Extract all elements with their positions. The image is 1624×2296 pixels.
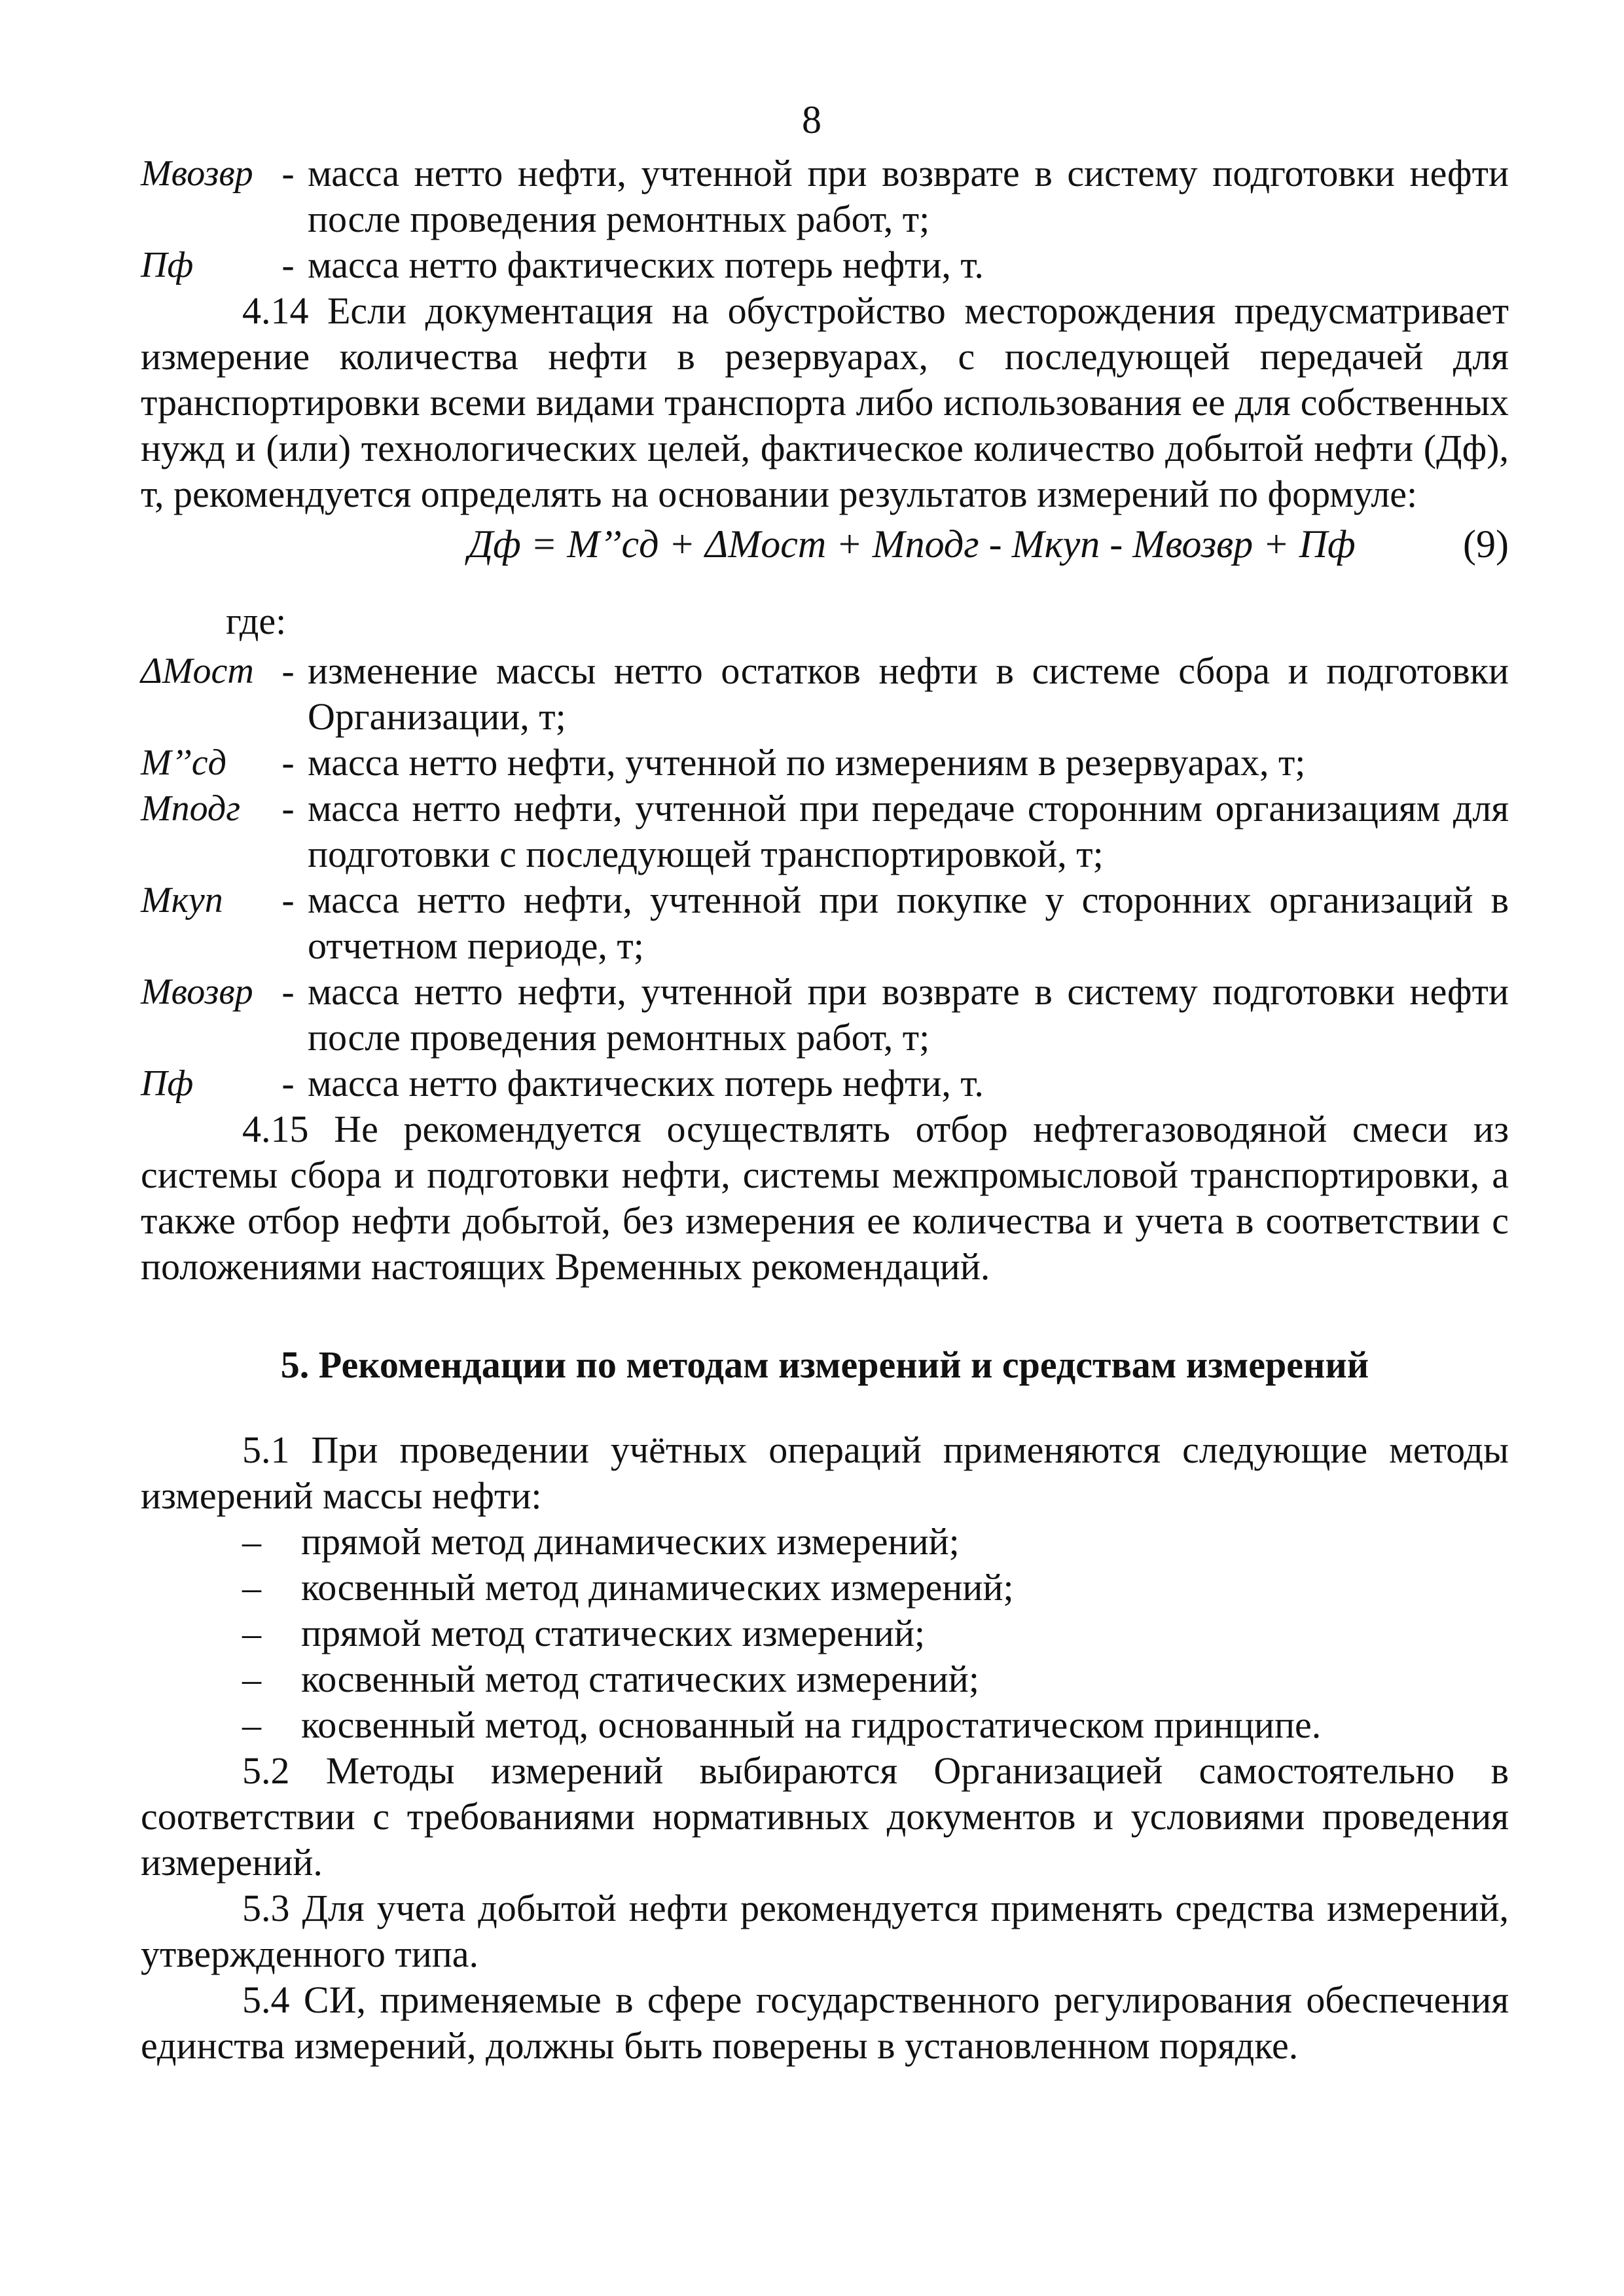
list-dash: – (242, 1612, 261, 1654)
definition-symbol: ΔMост (141, 651, 254, 691)
list-item (242, 1702, 1509, 1748)
definition-delta-m-ost (141, 648, 1509, 740)
definition-m-kup (141, 877, 1509, 969)
definition-text: масса нетто фактических потерь нефти, т. (308, 244, 984, 286)
methods-list (141, 1519, 1509, 1748)
definition-p-f-top (141, 242, 1509, 288)
definition-m-vozvr (141, 969, 1509, 1061)
definition-symbol: Mкуп (141, 880, 223, 920)
definition-text: масса нетто нефти, учтенной при возврате в систему подготовки нефти после проведения ремонтных работ, т; (308, 152, 1509, 240)
list-item-text: косвенный метод динамических измерений; (301, 1566, 1014, 1609)
formula-9 (141, 521, 1509, 574)
list-item-text: косвенный метод, основанный на гидростатическом принципе. (301, 1704, 1322, 1746)
definition-dash: - (281, 649, 295, 692)
definition-text: изменение массы нетто остатков нефти в системе сбора и подготовки Организации, т; (308, 649, 1509, 738)
definition-symbol: Mвозвр (141, 972, 253, 1012)
definition-symbol: M’’сд (141, 742, 226, 783)
definition-text: масса нетто нефти, учтенной при покупке у сторонних организаций в отчетном периоде, т; (308, 879, 1509, 967)
definition-text: масса нетто нефти, учтенной по измерениям в резервуарах, т; (308, 741, 1306, 784)
definition-symbol: Mподг (141, 788, 241, 829)
definition-dash: - (281, 244, 295, 286)
definition-symbol: Пф (141, 245, 194, 285)
list-item-text: прямой метод статических измерений; (301, 1612, 926, 1654)
definition-dash: - (281, 1062, 295, 1104)
list-dash: – (242, 1566, 261, 1609)
list-dash: – (242, 1704, 261, 1746)
paragraph-5-4: 5.4 СИ, применяемые в сфере государственного регулирования обеспечения единства измерений, должны быть поверены в установленном порядке. (141, 1978, 1509, 2067)
definition-m-podg (141, 786, 1509, 877)
definition-dash: - (281, 152, 295, 194)
formula-number: (9) (1463, 522, 1509, 566)
definition-symbol: Mвозвр (141, 153, 253, 194)
definition-p-f (141, 1061, 1509, 1106)
paragraph-5-2: 5.2 Методы измерений выбираются Организацией самостоятельно в соответствии с требованиями нормативных документов и условиями проведения измерений. (141, 1749, 1509, 1884)
definition-m-vozvr-top (141, 151, 1509, 242)
definition-dash: - (281, 879, 295, 921)
definition-m-sd (141, 740, 1509, 786)
page-body (141, 151, 1509, 2069)
formula-expression: Дф = M’’сд + ΔMост + Mподг - Mкуп - Mвозвр + Пф (468, 522, 1356, 566)
definition-text: масса нетто фактических потерь нефти, т. (308, 1062, 984, 1104)
list-item (242, 1565, 1509, 1611)
definition-symbol: Пф (141, 1063, 194, 1104)
list-item (242, 1519, 1509, 1565)
list-dash: – (242, 1658, 261, 1700)
paragraph-5-1: 5.1 При проведении учётных операций применяются следующие методы измерений массы нефти: (141, 1429, 1509, 1517)
definition-dash: - (281, 741, 295, 784)
definition-text: масса нетто нефти, учтенной при передаче сторонним организациям для подготовки с последующей транспортировкой, т; (308, 787, 1509, 875)
definition-dash: - (281, 787, 295, 829)
paragraph-4-14: 4.14 Если документация на обустройство месторождения предусматривает измерение количества нефти в резервуарах, с последующей передачей для транспортировки всеми видами транспорта либо использования ее для собственных нужд и (или) технологических целей, фактическое количество добытой нефти (Дф), т, рекомендуется определять на основании результатов измерений по формуле: (141, 289, 1509, 515)
definition-dash: - (281, 970, 295, 1013)
paragraph-4-15: 4.15 Не рекомендуется осуществлять отбор нефтегазоводяной смеси из системы сбора и подготовки нефти, системы межпромысловой транспортировки, а также отбор нефти добытой, без измерения ее количества и учета в соответствии с положениями настоящих Временных рекомендаций. (141, 1108, 1509, 1288)
list-item (242, 1656, 1509, 1702)
list-dash: – (242, 1520, 261, 1563)
section-5-heading: 5. Рекомендации по методам измерений и средствам измерений (280, 1343, 1369, 1386)
page-number: 8 (802, 98, 821, 141)
list-item (242, 1611, 1509, 1656)
list-item-text: прямой метод динамических измерений; (301, 1520, 960, 1563)
definition-text: масса нетто нефти, учтенной при возврате в систему подготовки нефти после проведения ремонтных работ, т; (308, 970, 1509, 1059)
where-label: где: (226, 600, 287, 642)
list-item-text: косвенный метод статических измерений; (301, 1658, 979, 1700)
paragraph-5-3: 5.3 Для учета добытой нефти рекомендуется применять средства измерений, утвержденного типа. (141, 1887, 1509, 1975)
